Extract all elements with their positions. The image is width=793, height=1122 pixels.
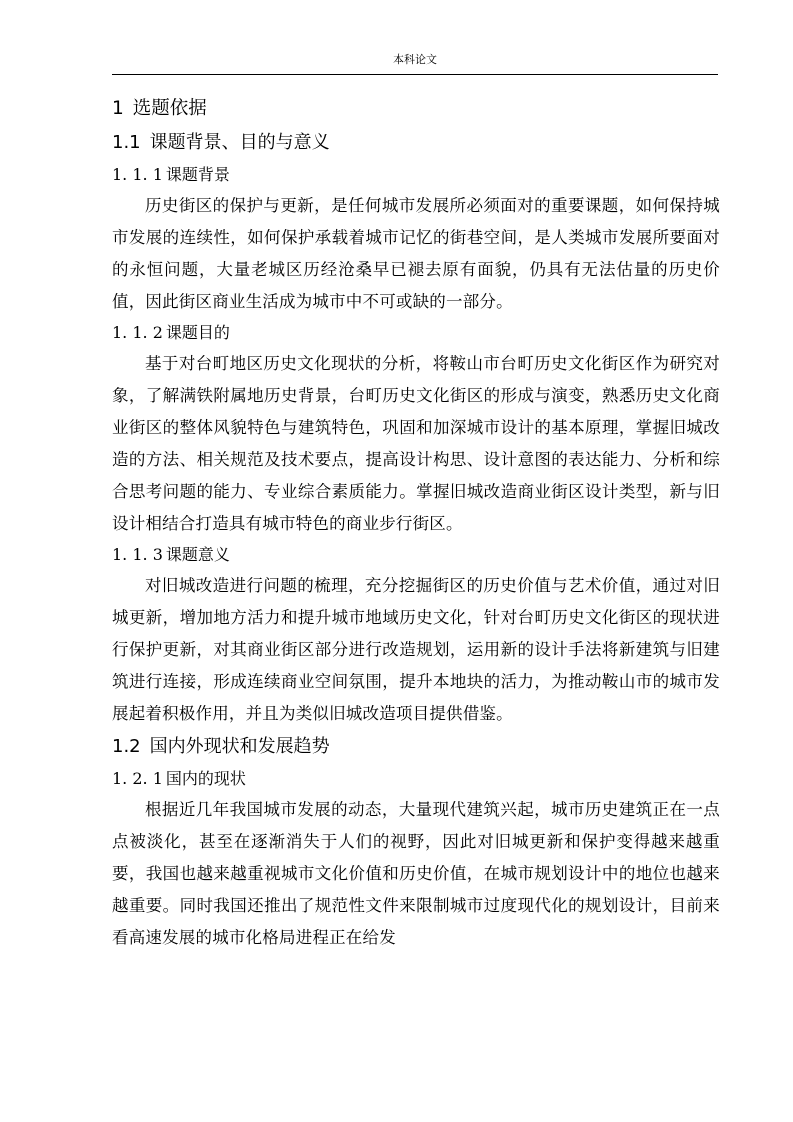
- paragraph-domestic-status: 根据近几年我国城市发展的动态，大量现代建筑兴起，城市历史建筑正在一点点被淡化，甚至在逐渐消失于人们的视野，因此对旧城更新和保护变得越来越重要，我国也越来越重视城市文化价值和历史价值，在城市规划设计中的地位也越来越重要。同时我国还推出了规范性文件来限制城市过度现代化的规划设计，目前来看高速发展的城市化格局进程正在给发: [112, 800, 720, 947]
- paragraph-purpose: 基于对台町地区历史文化现状的分析，将鞍山市台町历史文化街区作为研究对象，了解满铁附属地历史背景，台町历史文化街区的形成与演变，熟悉历史文化商业街区的整体风貌特色与建筑特色，巩固和加深城市设计的基本原理，掌握旧城改造的方法、相关规范及技术要点，提高设计构思、设计意图的表达能力、分析和综合思考问题的能力、专业综合素质能力。掌握旧城改造商业街区设计类型，新与旧设计相结合打造具有城市特色的商业步行街区。: [112, 354, 720, 533]
- section-number: 1.2: [112, 736, 141, 757]
- section-title: 课题目的: [165, 323, 230, 342]
- section-title: 课题背景: [165, 165, 230, 184]
- section-heading-1: [112, 92, 720, 126]
- section-title: 课题背景、目的与意义: [149, 132, 330, 153]
- section-number: 1. 1. 2: [112, 323, 163, 342]
- section-title: 国内的现状: [165, 769, 246, 788]
- section-title: 课题意义: [165, 545, 230, 564]
- section-heading-1-2: [112, 730, 720, 764]
- section-heading-1-1-3: [112, 540, 720, 570]
- section-heading-1-1-2: [112, 318, 720, 348]
- section-heading-1-2-1: [112, 764, 720, 794]
- paragraph-significance: 对旧城改造进行问题的梳理，充分挖掘街区的历史价值与艺术价值，通过对旧城更新，增加地方活力和提升城市地域历史文化，针对台町历史文化街区的现状进行保护更新，对其商业街区部分进行改造规划，运用新的设计手法将新建筑与旧建筑进行连接，形成连续商业空间氛围，提升本地块的活力，为推动鞍山市的城市发展起着积极作用，并且为类似旧城改造项目提供借鉴。: [112, 576, 720, 723]
- document-body: [112, 92, 720, 954]
- section-number: 1: [112, 98, 124, 119]
- page-header: [112, 52, 718, 75]
- section-number: 1. 2. 1: [112, 769, 163, 788]
- section-title: 选题依据: [132, 98, 207, 119]
- section-heading-1-1-1: [112, 160, 720, 190]
- section-title: 国内外现状和发展趋势: [149, 736, 330, 757]
- paragraph-background: 历史街区的保护与更新，是任何城市发展所必须面对的重要课题，如何保持城市发展的连续性，如何保护承载着城市记忆的街巷空间，是人类城市发展所要面对的永恒问题，大量老城区历经沧桑早已褪去原有面貌，仍具有无法估量的历史价值，因此街区商业生活成为城市中不可或缺的一部分。: [112, 196, 720, 311]
- section-heading-1-1: [112, 126, 720, 160]
- section-number: 1. 1. 3: [112, 545, 163, 564]
- header-title: 本科论文: [393, 53, 437, 66]
- section-number: 1. 1. 1: [112, 165, 163, 184]
- section-number: 1.1: [112, 132, 141, 153]
